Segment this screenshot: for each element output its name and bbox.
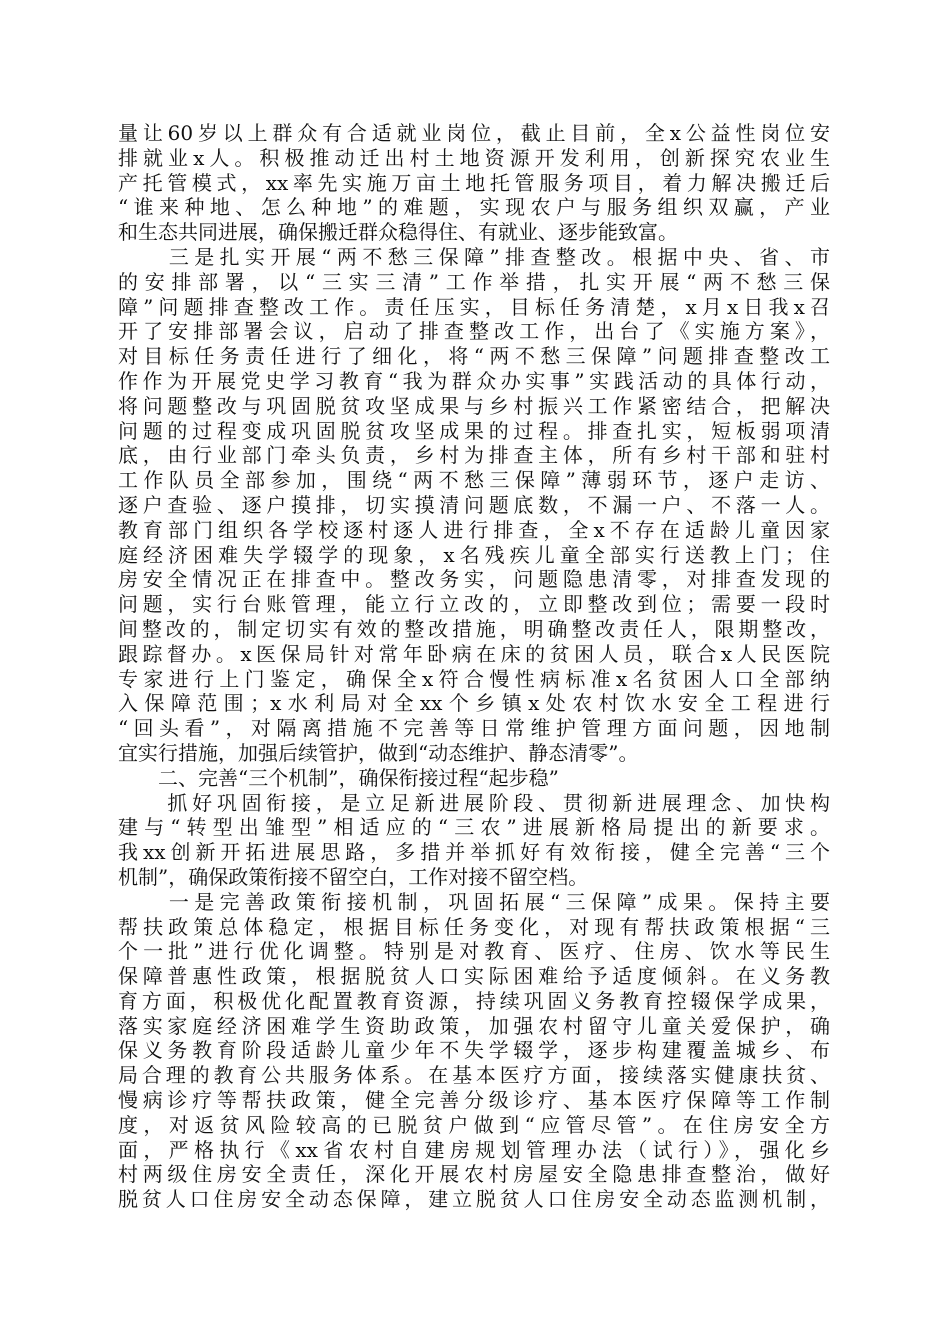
text-line: 育方面，积极优化配置教育资源，持续巩固义务教育控辍保学成果， [118,988,830,1013]
text-line: 房安全情况正在排查中。整改务实，问题隐患清零，对排查发现的 [118,567,830,592]
text-line: 落实家庭经济困难学生资助政策，加强农村留守儿童关爱保护，确 [118,1013,830,1038]
text-line: 庭经济困难失学辍学的现象，x名残疾儿童全部实行送教上门；住 [118,542,830,567]
text-line: 间整改的，制定切实有效的整改措施，明确整改责任人，限期整改， [118,616,830,641]
text-line: 底，由行业部门牵头负责，乡村为排查主体，所有乡村干部和驻村 [118,443,830,468]
text-line: 量让60岁以上群众有合适就业岗位，截止目前，全x公益性岗位安 [118,121,830,145]
text-line: 抓好巩固衔接，是立足新进展阶段、贯彻新进展理念、加快构 [118,790,830,815]
text-line: 专家进行上门鉴定，确保全x符合慢性病标准x名贫困人口全部纳 [118,666,830,691]
text-line: “回头看”，对隔离措施不完善等日常维护管理方面问题，因地制 [118,716,830,741]
text-line: 排就业x人。积极推动迁出村土地资源开发利用，创新探究农业生 [118,145,830,170]
text-line: 三是扎实开展“两不愁三保障”排查整改。根据中央、省、市 [118,244,830,269]
text-line: 跟踪督办。x医保局针对常年卧病在床的贫困人员，联合x人民医院 [118,641,830,666]
text-line: 将问题整改与巩固脱贫攻坚成果与乡村振兴工作紧密结合，把解决 [118,393,830,418]
text-line: 村两级住房安全责任，深化开展农村房屋安全隐患排查整治，做好 [118,1162,830,1187]
text-line: 面，严格执行《xx省农村自建房规划管理办法（试行）》，强化乡 [118,1137,830,1162]
text-line: 工作队员全部参加，围绕“两不愁三保障”薄弱环节，逐户走访、 [118,468,830,493]
text-line: 个一批”进行优化调整。特别是对教育、医疗、住房、饮水等民生 [118,939,830,964]
text-line: 脱贫人口住房安全动态保障，建立脱贫人口住房安全动态监测机制， [118,1187,830,1212]
text-line: 逐户查验、逐户摸排，切实摸清问题底数，不漏一户、不落一人。 [118,492,830,517]
text-line: 二、完善“三个机制”，确保衔接过程“起步稳” [118,765,559,790]
text-line: 帮扶政策总体稳定，根据目标任务变化，对现有帮扶政策根据“三 [118,914,830,939]
text-line: 宜实行措施，加强后续管护，做到“动态维护、静态清零”。 [118,740,639,765]
text-line: 建与“转型出雏型”相适应的“三农”进展新格局提出的新要求。 [118,815,830,840]
text-line: “谁来种地、怎么种地”的难题，实现农户与服务组织双赢，产业 [118,195,830,220]
text-line: 机制”，确保政策衔接不留空白，工作对接不留空档。 [118,864,589,889]
text-line: 保义务教育阶段适龄儿童少年不失学辍学，逐步构建覆盖城乡、布 [118,1038,830,1063]
text-line: 和生态共同进展，确保搬迁群众稳得住、有就业、逐步能致富。 [118,220,678,245]
text-line: 慢病诊疗等帮扶政策，健全完善分级诊疗、基本医疗保障等工作制 [118,1088,830,1113]
text-line: 开了安排部署会议，启动了排查整改工作，出台了《实施方案》， [118,319,830,344]
text-line: 的安排部署，以“三实三清”工作举措，扎实开展“两不愁三保 [118,269,830,294]
body-text [118,121,830,1212]
text-line: 障”问题排查整改工作。责任压实，目标任务清楚，x月x日我x召 [118,294,830,319]
text-line: 保障普惠性政策，根据脱贫人口实际困难给予适度倾斜。在义务教 [118,964,830,989]
text-line: 作作为开展党史学习教育“我为群众办实事”实践活动的具体行动， [118,368,830,393]
text-line: 问题的过程变成巩固脱贫攻坚成果的过程。排查扎实，短板弱项清 [118,418,830,443]
text-line: 度，对返贫风险较高的已脱贫户做到“应管尽管”。在住房安全方 [118,1112,830,1137]
text-line: 入保障范围；x水利局对全xx个乡镇x处农村饮水安全工程进行 [118,691,830,716]
text-line: 产托管模式，xx率先实施万亩土地托管服务项目，着力解决搬迁后 [118,170,830,195]
text-line: 局合理的教育公共服务体系。在基本医疗方面，接续落实健康扶贫、 [118,1063,830,1088]
text-line: 对目标任务责任进行了细化，将“两不愁三保障”问题排查整改工 [118,344,830,369]
text-line: 教育部门组织各学校逐村逐人进行排查，全x不存在适龄儿童因家 [118,517,830,542]
text-line: 一是完善政策衔接机制，巩固拓展“三保障”成果。保持主要 [118,889,830,914]
text-line: 我xx创新开拓进展思路，多措并举抓好有效衔接，健全完善“三个 [118,840,830,865]
text-line: 问题，实行台账管理，能立行立改的，立即整改到位；需要一段时 [118,592,830,617]
